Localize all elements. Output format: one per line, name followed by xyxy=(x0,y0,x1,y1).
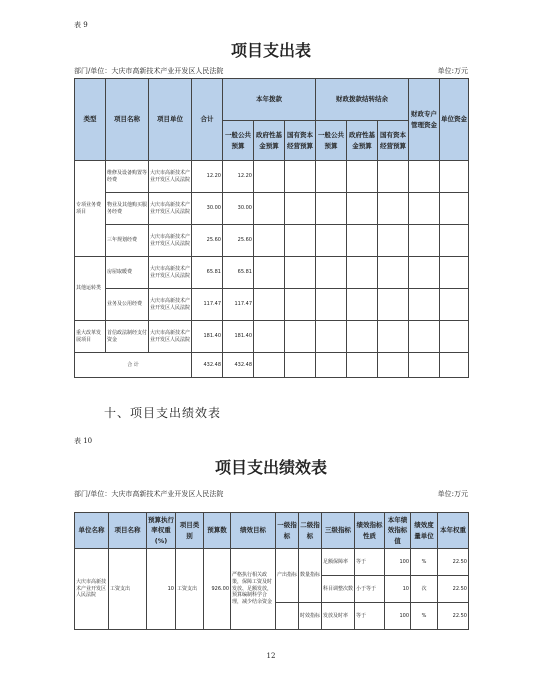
sum-label: 合 计 xyxy=(75,353,192,378)
row-total: 12.20 xyxy=(192,161,223,193)
perf-value: 100 xyxy=(385,603,411,630)
h10-budget: 预算数 xyxy=(204,513,231,549)
sub-general: 一般公共预算 xyxy=(223,121,254,161)
row-type: 其他运转类 xyxy=(75,257,106,321)
perf-l3: 足额保障率 xyxy=(322,549,355,576)
sub-fund: 政府性基金预算 xyxy=(347,121,378,161)
perf-value: 10 xyxy=(385,576,411,603)
perf-nature: 等于 xyxy=(355,549,385,576)
sub-fund: 政府性基金预算 xyxy=(254,121,285,161)
col-type: 类型 xyxy=(75,79,106,161)
perf-measure: % xyxy=(411,549,438,576)
row-general: 65.81 xyxy=(223,257,254,289)
row-unit: 大庆市高新技术产业开发区人民法院 xyxy=(149,289,192,321)
row-total: 25.60 xyxy=(192,225,223,257)
table9-unit: 单位:万元 xyxy=(437,67,468,75)
row-unit: 大庆市高新技术产业开发区人民法院 xyxy=(149,257,192,289)
h10-value: 本年绩效指标值 xyxy=(385,513,411,549)
row-name: 房屋取暖费 xyxy=(106,257,149,289)
sub-general: 一般公共预算 xyxy=(316,121,347,161)
h10-goal: 绩效目标 xyxy=(231,513,276,549)
row-name: 首信政法制经支付资金 xyxy=(106,321,149,353)
page-number: 12 xyxy=(266,652,276,660)
perf-goal: 严格执行相关政策，保障工资及时发放、足额发放，预算编制科学合理，减少结余资金 xyxy=(231,549,276,630)
table9-title: 项目支出表 xyxy=(230,41,311,60)
row-total: 117.47 xyxy=(192,289,223,321)
perf-l2: 时效指标 xyxy=(299,603,322,630)
row-general: 12.20 xyxy=(223,161,254,193)
perf-weight: 22.50 xyxy=(438,549,469,576)
h10-l3: 三级指标 xyxy=(322,513,355,549)
table10-unit: 单位:万元 xyxy=(437,490,468,498)
h10-project: 项目名称 xyxy=(109,513,147,549)
perf-project: 工资支出 xyxy=(109,549,147,630)
row-unit: 大庆市高新技术产业开发区人民法院 xyxy=(149,193,192,225)
row-general: 117.47 xyxy=(223,289,254,321)
table10-title: 项目支出绩效表 xyxy=(214,458,327,477)
table10-label: 表 10 xyxy=(74,437,93,445)
table-row xyxy=(75,161,469,193)
row-total: 181.40 xyxy=(192,321,223,353)
row-unit: 大庆市高新技术产业开发区人民法院 xyxy=(149,321,192,353)
row-name: 业务及公用经费 xyxy=(106,289,149,321)
col-own: 单位资金 xyxy=(440,79,469,161)
h10-rate: 预算执行率权重(%) xyxy=(147,513,176,549)
table-row xyxy=(75,289,469,321)
perf-value: 100 xyxy=(385,549,411,576)
h10-category: 项目类别 xyxy=(176,513,204,549)
perf-nature: 小于等于 xyxy=(355,576,385,603)
h10-l1: 一级指标 xyxy=(276,513,299,549)
h10-l2: 二级指标 xyxy=(299,513,322,549)
table-row xyxy=(75,257,469,289)
row-type: 重大改革发展项目 xyxy=(75,321,106,353)
sum-general: 432.48 xyxy=(223,353,254,378)
h10-org: 单位名称 xyxy=(75,513,109,549)
row-total: 30.00 xyxy=(192,193,223,225)
col-current: 本年拨款 xyxy=(223,79,316,121)
row-name: 维修及设备购置等经费 xyxy=(106,161,149,193)
perf-org: 大庆市高新技术产业开发区人民法院 xyxy=(75,549,109,630)
project-expenditure-table xyxy=(74,78,469,378)
col-unit: 项目单位 xyxy=(149,79,192,161)
perf-l3: 科目调整次数 xyxy=(322,576,355,603)
perf-category: 工资支出 xyxy=(176,549,204,630)
col-special: 财政专户管理资金 xyxy=(409,79,440,161)
row-unit: 大庆市高新技术产业开发区人民法院 xyxy=(149,225,192,257)
row-type: 专项业务费项目 xyxy=(75,161,106,257)
h10-weight: 本年权重 xyxy=(438,513,469,549)
table-row xyxy=(75,321,469,353)
row-general: 30.00 xyxy=(223,193,254,225)
table9-label: 表 9 xyxy=(74,21,88,29)
row-unit: 大庆市高新技术产业开发区人民法院 xyxy=(149,161,192,193)
performance-table xyxy=(74,512,469,630)
perf-weight: 22.50 xyxy=(438,576,469,603)
table-row xyxy=(75,193,469,225)
perf-l2: 数量指标 xyxy=(299,549,322,603)
row-total: 65.81 xyxy=(192,257,223,289)
perf-budget: 926.00 xyxy=(204,549,231,630)
perf-l1: 产出指标 xyxy=(276,549,299,603)
perf-l3: 发放及时率 xyxy=(322,603,355,630)
perf-measure: % xyxy=(411,603,438,630)
col-total: 合计 xyxy=(192,79,223,161)
col-name: 项目名称 xyxy=(106,79,149,161)
perf-nature: 等于 xyxy=(355,603,385,630)
table-row xyxy=(75,549,469,576)
table9-dept: 部门/单位：大庆市高新技术产业开发区人民法院 xyxy=(74,67,224,75)
row-general: 25.60 xyxy=(223,225,254,257)
table10-dept: 部门/单位：大庆市高新技术产业开发区人民法院 xyxy=(74,490,224,498)
table-row xyxy=(75,225,469,257)
row-name: 物业及其他购买服务经费 xyxy=(106,193,149,225)
perf-rate: 10 xyxy=(147,549,176,630)
perf-weight: 22.50 xyxy=(438,603,469,630)
sum-row xyxy=(75,353,469,378)
sub-state: 国有资本经营预算 xyxy=(285,121,316,161)
row-general: 181.40 xyxy=(223,321,254,353)
sum-total: 432.48 xyxy=(192,353,223,378)
h10-nature: 绩效指标性质 xyxy=(355,513,385,549)
row-name: 三年规划经费 xyxy=(106,225,149,257)
sub-state: 国有资本经营预算 xyxy=(378,121,409,161)
section-heading: 十、项目支出绩效表 xyxy=(104,406,222,420)
col-carry: 财政拨款结转结余 xyxy=(316,79,409,121)
h10-measure: 绩效度量单位 xyxy=(411,513,438,549)
perf-measure: 次 xyxy=(411,576,438,603)
